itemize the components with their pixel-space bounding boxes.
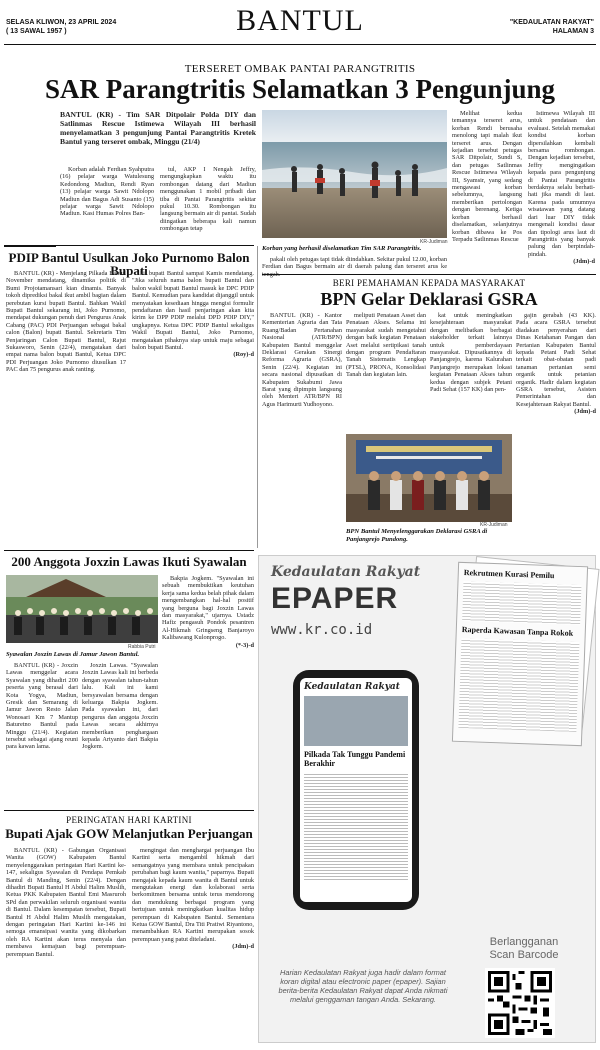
story1-col1-text: Korban adalah Ferdian Syahputra (16) pelajar warga Watulesung Kedondong Madiun, Rendi Ryan (13) pelajar warga Sawit Ndolopo Madiun dan Bagus Adi Susanto (15) pelajar warga Sawit Ndolopo Madiun. Kasi Humas Polres Ban- <box>60 166 154 218</box>
ad-phone-headline: Pilkada Tak Tunggu Pandemi Berakhir <box>304 750 406 768</box>
story5-col2 <box>132 847 254 1045</box>
story3-headline: BPN Gelar Deklarasi GSRA <box>320 289 538 309</box>
masthead-rule <box>4 44 596 45</box>
story5-top-rule <box>4 810 254 811</box>
story4-photo-caption: Syawalan Joxzin Lawas di Jamur Jawon Bantul. <box>6 651 140 658</box>
story3-col3-text: kat untuk meningkatkan kesejahteraan masyarakat dengan melibatkan berbagai stakeholder terkait lainnya untuk pemberdayaan masyarakat. Dipusatkannya di Panjangrejo, karena Kalurahan Panjangrejo merupakan lokasi kegiatan Penataan Akses tahun kedua dengan subjek Petani Padi Sehat (157 KK) dan pen- <box>430 312 512 394</box>
masthead-date: SELASA KLIWON, 23 APRIL 2024 <box>6 19 117 26</box>
ad-cta-subscribe: Berlangganan <box>489 936 559 948</box>
story4-col2-text: Joxzin Lawas. "Syawalan Joxzin Lawas kali ini berbeda dengan syawalan tahun-tahun lalu. Kali ini kami bersyawalan bersama dengan keluarga Bakpia Jogkem. Pada syawalan ini, dari pengurus dan anggota Joxzin Lawas secara akhirnya memberikan penghargaan kepada Artyanto dari Bakpia Jogkem. <box>82 662 158 751</box>
masthead <box>0 0 600 50</box>
qr-code-icon[interactable] <box>485 968 555 1038</box>
story1-headline: SAR Parangtritis Selamatkan 3 Pengunjung <box>44 74 556 104</box>
ad-mini-headline1: Rekrutmen Kurasi Pemilu <box>463 567 555 581</box>
masthead-paper: "KEDAULATAN RAKYAT" <box>509 19 594 26</box>
story5-col1-text: BANTUL (KR) - Gabungan Organisasi Wanita (GOW) Kabupaten Bantul menyelenggarakan peringatan Hari Kartini ke-147, sekaligus Syawalan di Pendapa Pemkab Bantul di Manding, Senin (22/4). Dengan dihadiri Bupati Bantul H Abdul Halim Muslih, Ketua PKK Kabupaten Bantul Emi Masruroh SPd dan perwakilan seluruh organisasi wanita di Bantul. Dalam kesempatan tersebut, Bupati Bantul H Abdul Halim Muslih mengatakan, dengan peringatan Hari Kartini ke-146 ini semoga emansipasi wanita yang dikobarkan oleh RA Kartini akan terus menyala dan membawa kemajuan bagi perempuan-perempuan Bantul. <box>6 847 126 958</box>
story3-col2-text: meliputi Penataan Asset dan Penataan Akses. Selama ini masyarakat sudah mengetahui dengan baik kegiatan Penataan Aset melalui sertipikasi tanah dengan program Pendaftaran Tanah Sistematis Lengkap (PTSL), PRONA, Konsolidasi Tanah dan kegiatan lain. <box>346 312 426 379</box>
ad-cta <box>459 936 589 962</box>
divider <box>4 246 56 247</box>
story3-photo-credit: KR-Judiman <box>480 522 508 528</box>
masthead-page: HALAMAN 3 <box>552 28 594 35</box>
story2-col2-text: kil bupati Bantul sampai Kamis mendatang. "Jika seluruh nama balon bupati Bantul dan balon wakil bupati Bantul masuk ke DPC PDIP Bantul. Kemudian para kandidat dijanggil untuk menyatakan kesediaan hingga mengisi formulir pendaftaran dan hasil penjaringan akan kita kirim ke DPP PDIP melalui DPD PDIP DIY," ungkapnya. Ketua DPC PDIP Bantul sekaligus Wakil Bupati Bantul, Joko Purnomo, mengatakan pihaknya siap untuk maju sebagai balon bupati Bantul. <box>132 270 254 352</box>
ad-phone-text <box>304 772 408 882</box>
story1-col5-text: Istimewa Wilayah III untuk pendataan dan evaluasi. Setelah memakai kondisi korban dipersilahkan kembali bersama rombongan. Dengan kejadian tersebut, Jeffry mengingatkan kepada para pengunjung di Pantai Parangtritis berdaknya selalu berhati-hati jika mandi di laut. Karena pada umumnya wisatawan yang datang dari luar DIY tidak mengenali kondisi dasar dan tipologi arus laut di Parangtritis yang banyak palung dan berpindah-pindah. <box>528 110 595 258</box>
story4-col1-text: BANTUL (KR) - Joxzin Lawas menggelar acara Syawalan yang dihadiri 200 peserta yang berasal dari Kota Yogya, Madiun, Gresik dan Semarang di Jamur Jawon Resto Jalan Wonosari Km 7 Mantup Baturetno Bantul pada Minggu (21/4). Kegiatan tersebut sebagai ajang reuni para kawan lama. <box>6 662 78 751</box>
masthead-hijri: ( 13 SAWAL 1957 ) <box>6 28 67 35</box>
syawalan-image <box>6 575 158 643</box>
bpn-declaration-image <box>346 434 512 522</box>
story1-photo-credit: KR-Judiman <box>420 239 448 245</box>
qr-code-graphic <box>488 971 552 1035</box>
story1-kicker: TERSERET OMBAK PANTAI PARANGTRITIS <box>184 63 416 75</box>
story1-lead-text: BANTUL (KR) - Tim SAR Ditpolair Polda DIY dan Satlinmas Rescue Istimewa Wilayah III berhasil menyelamatkan 3 pengunjung Pantai Parangtritis Kretek Bantul yang terseret ombak, Minggu (21/4) <box>60 110 256 146</box>
beach-rescue-image <box>262 110 447 238</box>
story2-col1 <box>6 270 126 545</box>
story5-headline: Bupati Ajak GOW Melanjutkan Perjuangan <box>5 826 253 841</box>
story1-photo-caption: Korban yang berhasil diselamatkan Tim SAR Parangtritis. <box>262 245 422 252</box>
story3-col4 <box>516 312 596 534</box>
story1-col5 <box>528 110 595 264</box>
ad-title: EPAPER <box>271 582 399 615</box>
ad-paper-front <box>452 562 588 746</box>
bpn-declaration-photo <box>346 434 512 522</box>
ad-phone-screen <box>300 678 412 902</box>
story3-col3 <box>430 312 512 432</box>
story4-photo-credit: Rabbia Putri <box>128 644 156 650</box>
story1-under-photo-text: pakali oleh petugas tapi tidak diindahkan. Sekitar pukul 12.00, korban Ferdian dan Bagus bermain air di daerah palung dan terseret arus ke tengah. <box>262 256 447 278</box>
story1-col2-text: tul, AKP I Nengah Jeffry, mengungkapkan waktu itu rombongan datang dari Madiun menggunakan 1 mobil pribadi dan tiba di Pantai Parangtritis sekitar pukul 10.30. Rombongan itu langsung bermain air di pantai. Sudah diingatkan beberapa kali namun rombongan tetap <box>160 166 256 233</box>
story4-headline: 200 Anggota Joxzin Lawas Ikuti Syawalan <box>11 554 247 569</box>
story1-lead <box>60 110 256 146</box>
story4-col3-text: Bakpia Jogkem. "Syawalan ini sebuah membuktikan keutuhan kerja sama kedua belah pihak dalam mengembangkan hal-hal positif yang berguna bagi Joxzin Lawas dan masyarakat," ujarnya. Ustadz Hafiz pengasuh Pondok pesantren Al-Hikmah Gringseng Banjaroyo Kalibawang Kulonprogo. <box>162 575 254 642</box>
section-title: BANTUL <box>236 4 364 37</box>
story3-col1 <box>262 312 342 432</box>
story2-col2 <box>132 270 254 545</box>
beach-rescue-photo <box>262 110 447 238</box>
story4-top-rule <box>4 550 254 551</box>
story4-col2 <box>82 662 158 802</box>
ad-url[interactable]: www.kr.co.id <box>271 622 373 638</box>
story3-top-rule <box>262 274 596 275</box>
story5-col1 <box>6 847 126 1045</box>
story4-byline: (*-3)-d <box>235 641 254 649</box>
story5-kicker: PERINGATAN HARI KARTINI <box>66 815 192 825</box>
story1-col4 <box>452 110 522 264</box>
ad-phone-photo <box>304 696 408 746</box>
story5-byline: (Jdm)-d <box>232 943 254 951</box>
ad-cta-scan: Scan Barcode <box>489 949 559 961</box>
story3-col2 <box>346 312 426 432</box>
story3-kicker: BERI PEMAHAMAN KEPADA MASYARAKAT <box>332 278 526 288</box>
masthead-paper-block <box>510 18 594 36</box>
ad-phone <box>293 670 419 910</box>
story3-col4-text: gajin gerabah (43 KK). Pada acara GSRA tersebut diadakan penyerahan dari Dinas Ketahanan Pangan dan Pertanian Kabupaten Bantul kepada Petani Padi Sehat terkait obat-obatan padi tanaman pertanian semi organik untuk petanian organik. Hadir dalam kegiatan GSRA tersebut, Asisten Pemerintahan dan Kesejahteraan Rakyat Bantul. <box>516 312 596 408</box>
ad-mini-headline2: Raperda Kawasan Tanpa Rokok <box>461 624 574 638</box>
story2-headline: PDIP Bantul Usulkan Joko Purnomo Balon Bupati <box>8 250 250 278</box>
story4-col1 <box>6 662 78 802</box>
story4-col3 <box>162 575 254 802</box>
ad-mini-text2 <box>458 638 579 732</box>
ad-mini-text1 <box>462 581 581 625</box>
ad-note: Harian Kedaulatan Rakyat juga hadir dalam format koran digital atau electronic paper (epaper). Sajian berita-berita Kedaulatan Rakyat dapat Anda nikmati melalui genggaman tangan Anda. Sekarang. <box>278 968 448 1004</box>
story3-byline: (Jdm)-d <box>574 408 596 416</box>
ad-brand: Kedaulatan Rakyat <box>271 564 421 580</box>
story3-col1-text: BANTUL (KR) - Kantor Kementerian Agraria dan Tata Ruang/Badan Pertanahan Nasional (ATR/BPN) Kabupaten Bantul menggelar Deklarasi Gerakan Sinergi Reforma Agraria (GSRA), Senin (22/4). Kegiatan ini secara nasional dipusatkan di Kabupaten Sukabumi Jawa Barat yang dipimpin langsung oleh Menteri ATR/BPN RI Agus Harimurti Yudhoyono. <box>262 312 342 408</box>
story2-byline: (Roy)-d <box>233 351 254 359</box>
story5-col2-text: mengingat dan menghargai perjuangan Ibu Kartini serta mengambil hikmah dari semangatnya yang membara untuk pencipakan perubahan bagi kaum wanita," paparnya. Bupati mengajak kepada kaum wanita di Bantul untuk mengutakan energi dan kolaborasi serta berkomitmen bersama untuk terus mendorong dan mendukung berbagai program yang bertujuan untuk meningkatkan kualitas hidup perempuan di Kabupaten Bantul. Sementara Ketua GOW Bantul, Dra Titi Pratiwi Riyantono, menambahkan RA Kartini merupakan sosok perempuan yang patut diteladani. <box>132 847 254 943</box>
story3-photo-caption: BPN Bantul Menyelenggarakan Deklarasi GSRA di Panjangrejo Pundong. <box>346 528 488 543</box>
story1-col4-text: Melihat kedua temannya terseret arus, korban Rendi berusaha menolong tapi malah ikut terseret arus. Dengan kejadian tersebut petugas SAR Ditpolair, Sundi S, dan petugas Satlinmas Rescue Istimewa Wilayah III, Syamsir, yang sedang mengawasi korban sebelumnya, langsung memberikan pertolongan dengan berenang. Ketiga korban berhasil diselamatkan, selanjutnya korban dibawa ke Pos Terpadu Satlinmas Rescue <box>452 110 522 243</box>
column-divider <box>257 246 258 548</box>
story2-col1-text: BANTUL (KR) - Menjelang Pilkada Bantul November mendatang, dinamika politik di Bumi Projotamansari kian dinamis. Banyak tokoh diprediksi bakal ikut ambil bagian dalam perebutan kursi bupati Bantul. Bahkan Wakil Bupati Bantul sekarang ini, Joko Purnomo, mendapat dukungan penuh dari Pengurus Anak Cabang (PAC) PDI Perjuangan sebagai bakal calon (Balon) bupati Bantul. Sekretaris Tim Penjaringan Calon Bupati Bantul, Rajut Sukasworo, Senin (22/4), mengatakan dari empat nama balon bupati Bantul, Ketua DPC PDI Perjuangan Joko Purnomo diusulkan 17 PAC dan 75 pengurus anak ranting. <box>6 270 126 374</box>
story2-top-rule <box>4 245 254 246</box>
story1-under-photo <box>262 256 447 278</box>
syawalan-photo <box>6 575 158 643</box>
story1-byline: (Jdm)-d <box>573 258 595 266</box>
ad-phone-brand: Kedaulatan Rakyat <box>304 682 400 692</box>
epaper-advertisement[interactable] <box>258 555 596 1043</box>
